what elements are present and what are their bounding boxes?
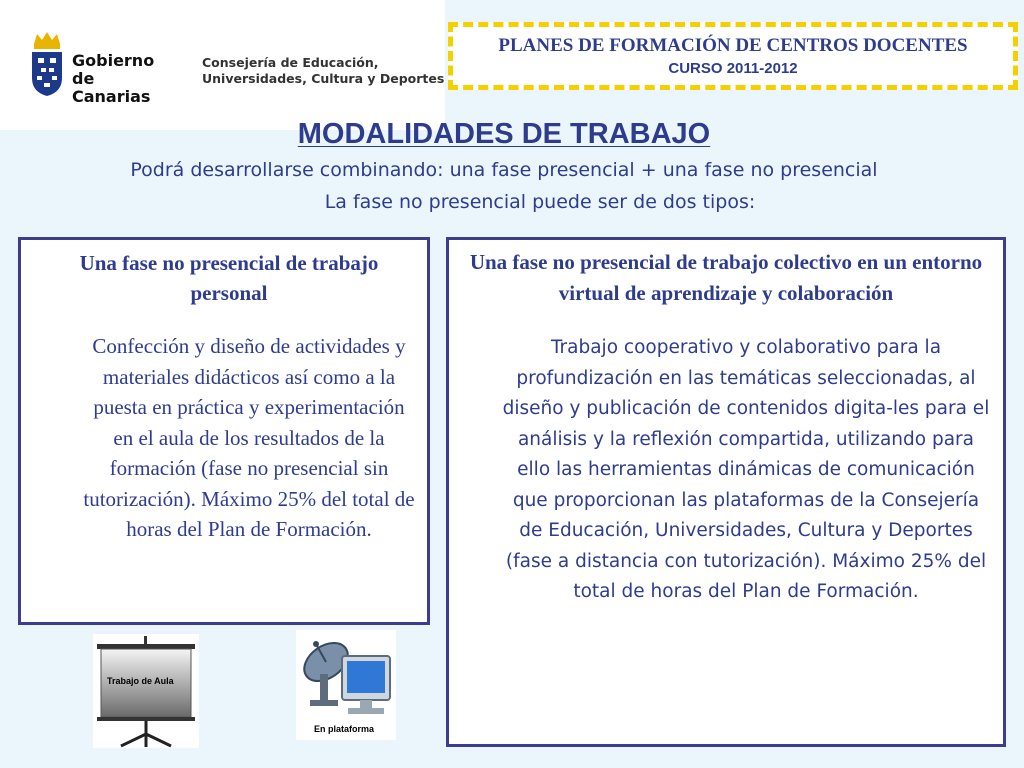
coat-of-arms-icon: [28, 30, 66, 98]
intro-line-2: La fase no presencial puede ser de dos tipos:: [324, 191, 756, 213]
page-title: MODALIDADES DE TRABAJO: [297, 118, 711, 150]
classroom-image-label: Trabajo de Aula: [107, 676, 174, 686]
plan-banner: [448, 22, 1018, 90]
logo-text: [72, 52, 168, 106]
personal-work-body: Confección y diseño de actividades y materiales didácticos así como a la puesta en práctica y experimentación en el aula de los resultados de la formación (fase no presencial sin tutorización). Máximo 25% del total de horas del Plan de Formación.: [83, 334, 415, 541]
consejeria-name: [202, 55, 444, 87]
personal-work-card: [18, 237, 430, 625]
consejeria-line1: Consejería de Educación,: [202, 55, 379, 70]
platform-image-label: En plataforma: [314, 724, 375, 734]
plan-banner-subtitle: CURSO 2011-2012: [668, 60, 798, 77]
projector-screen-icon: [93, 634, 199, 748]
collective-work-title: Una fase no presencial de trabajo colectivo en un entorno virtual de aprendizaje y colaboración: [469, 250, 983, 305]
consejeria-line2: Universidades, Cultura y Deportes: [202, 71, 445, 86]
classroom-screen-image: [93, 634, 199, 748]
gobierno-canarias-logo: [28, 30, 168, 106]
plan-banner-title: PLANES DE FORMACIÓN DE CENTROS DOCENTES: [498, 35, 968, 56]
collective-work-body: Trabajo cooperativo y colaborativo para la profundización en las temáticas seleccionadas, al diseño y publicación de contenidos digita-les para el análisis y la reflexión compartida, utilizando para ello las herramientas dinámicas de comunicación que proporcionan las plataformas de la Consejería de Educación, Universidades, Cultura y Deportes (fase a distancia con tutorización). Máximo 25% del total de horas del Plan de Formación.: [502, 337, 990, 602]
personal-work-title: Una fase no presencial de trabajo personal: [79, 251, 379, 305]
platform-image: [296, 630, 396, 740]
logo-text-line2: de Canarias: [72, 69, 151, 106]
logo-text-line1: Gobierno: [72, 51, 155, 70]
collective-work-card: [446, 237, 1006, 747]
intro-line-1: Podrá desarrollarse combinando: una fase presencial + una fase no presencial: [130, 159, 878, 181]
